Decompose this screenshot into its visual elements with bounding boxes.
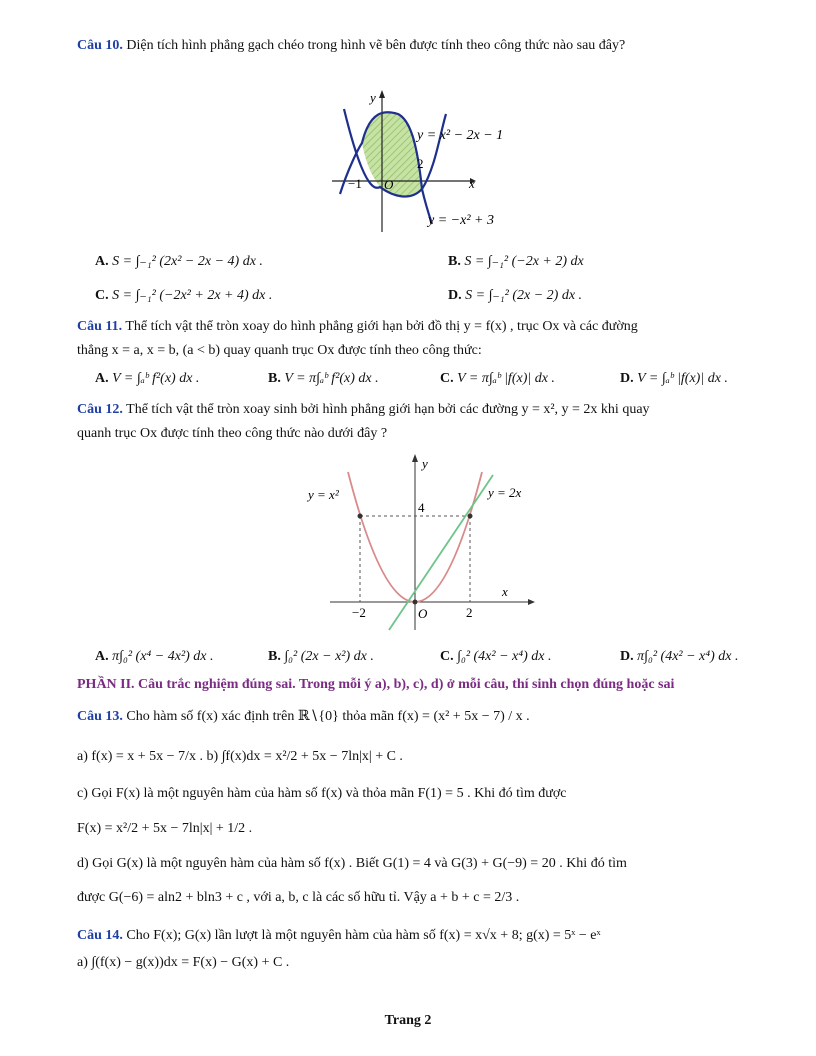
option-formula: π∫₀² (4x² − x⁴) dx . <box>637 649 739 664</box>
q13-label: Câu 13. <box>77 709 123 724</box>
option-letter: B. <box>268 371 281 386</box>
q11-text-line2: thẳng x = a, x = b, (a < b) quay quanh trục Ox được tính theo công thức: <box>77 343 482 358</box>
option-letter: D. <box>620 649 634 664</box>
page-number: Trang 2 <box>384 1013 432 1028</box>
q10-option-b[interactable] <box>448 253 584 271</box>
q12-option-b[interactable] <box>268 648 374 666</box>
q10-text: Diện tích hình phẳng gạch chéo trong hình vẽ bên được tính theo công thức nào sau đây? <box>126 38 626 53</box>
option-letter: C. <box>95 288 109 303</box>
option-formula: V = π∫ₐᵇ f²(x) dx . <box>284 371 379 386</box>
q14-statement-a: a) ∫(f(x) − g(x))dx = F(x) − G(x) + C . <box>77 955 290 970</box>
q10-option-c[interactable] <box>95 287 272 305</box>
option-letter: C. <box>440 371 454 386</box>
option-formula: π∫₀² (x⁴ − 4x²) dx . <box>112 649 214 664</box>
q12-option-d[interactable] <box>620 648 739 666</box>
option-formula: V = ∫ₐᵇ |f(x)| dx . <box>637 371 728 386</box>
q13-statement-d-line1: d) Gọi G(x) là một nguyên hàm của hàm số f(x) . Biết G(1) = 4 và G(3) + G(−9) = 20 . Khi đó tìm <box>77 856 627 871</box>
q10-origin: O <box>384 177 394 192</box>
option-letter: D. <box>448 288 462 303</box>
q10-tick-2: 2 <box>417 156 424 171</box>
q11-option-b[interactable] <box>268 370 379 388</box>
q10-option-d[interactable] <box>448 287 582 305</box>
q12-curve1-label: y = x² <box>308 487 339 502</box>
q12-tick-2: 2 <box>466 605 473 620</box>
q11-option-d[interactable] <box>620 370 728 388</box>
q12-option-a[interactable] <box>95 648 214 666</box>
option-formula: S = ∫₋₁² (2x² − 2x − 4) dx . <box>112 254 263 269</box>
q12-tick-neg2: −2 <box>352 605 366 620</box>
q13-intro <box>77 708 530 726</box>
q12-curve2-label: y = 2x <box>488 485 522 500</box>
q11-question-line1 <box>77 318 638 336</box>
option-letter: A. <box>95 254 109 269</box>
q12-text-line2: quanh trục Ox được tính theo công thức nào dưới đây ? <box>77 426 388 441</box>
option-letter: C. <box>440 649 454 664</box>
q10-curve2-label: y = −x² + 3 <box>428 213 494 228</box>
option-letter: D. <box>620 371 634 386</box>
q12-label: Câu 12. <box>77 402 123 417</box>
q12-graph <box>300 452 570 632</box>
option-formula: ∫₀² (4x² − x⁴) dx . <box>457 649 552 664</box>
q10-option-a[interactable] <box>95 253 263 271</box>
q10-y-axis-label: y <box>370 90 376 105</box>
q12-y-axis-label: y <box>422 456 428 471</box>
q10-tick-neg1: −1 <box>348 176 362 191</box>
option-letter: B. <box>448 254 461 269</box>
q12-curve-line <box>389 475 493 630</box>
q12-x-arrow <box>528 599 535 605</box>
option-formula: S = ∫₋₁² (−2x² + 2x + 4) dx . <box>112 288 273 303</box>
q12-point-origin <box>413 600 418 605</box>
q10-x-axis-label: x <box>469 176 475 191</box>
q11-option-c[interactable] <box>440 370 555 388</box>
q12-origin: O <box>418 606 428 621</box>
q14-intro-text: Cho F(x); G(x) lần lượt là một nguyên hàm của hàm số f(x) = x√x + 8; g(x) = 5ˣ − eˣ <box>126 928 601 943</box>
option-letter: A. <box>95 649 109 664</box>
q11-label: Câu 11. <box>77 319 123 334</box>
option-letter: B. <box>268 649 281 664</box>
option-letter: A. <box>95 371 109 386</box>
q11-text-line1: Thể tích vật thể tròn xoay do hình phẳng giới hạn bởi đồ thị y = f(x) , trục Ox và các đường <box>125 319 638 334</box>
q14-label: Câu 14. <box>77 928 123 943</box>
option-formula: ∫₀² (2x − x²) dx . <box>284 649 374 664</box>
q13-statements-ab: a) f(x) = x + 5x − 7/x . b) ∫f(x)dx = x²/2 + 5x − 7ln|x| + C . <box>77 749 403 764</box>
option-formula: V = ∫ₐᵇ f²(x) dx . <box>112 371 200 386</box>
q10-question <box>77 37 625 55</box>
q10-graph <box>320 84 530 234</box>
q14-intro <box>77 927 601 945</box>
q12-y-arrow <box>412 454 418 462</box>
q12-point-neg2-4 <box>358 514 363 519</box>
q13-intro-text: Cho hàm số f(x) xác định trên ℝ∖{0} thỏa mãn f(x) = (x² + 5x − 7) / x . <box>126 709 530 724</box>
q13-statement-d-line2: được G(−6) = aln2 + bln3 + c , với a, b, c là các số hữu tỉ. Vậy a + b + c = 2/3 . <box>77 890 520 905</box>
q10-curve1-label: y = x² − 2x − 1 <box>417 128 504 143</box>
q12-option-c[interactable] <box>440 648 552 666</box>
q12-tick-4: 4 <box>418 500 425 515</box>
q12-x-axis-label: x <box>502 584 508 599</box>
q10-label: Câu 10. <box>77 38 123 53</box>
part2-heading: PHẦN II. Câu trắc nghiệm đúng sai. Trong mỗi ý a), b), c), d) ở mỗi câu, thí sinh chọn đúng hoặc sai <box>77 677 675 692</box>
option-formula: V = π∫ₐᵇ |f(x)| dx . <box>457 371 555 386</box>
q12-question-line1 <box>77 401 650 419</box>
option-formula: S = ∫₋₁² (2x − 2) dx . <box>465 288 583 303</box>
q10-y-arrow <box>379 90 385 98</box>
q13-statement-c-line2: F(x) = x²/2 + 5x − 7ln|x| + 1/2 . <box>77 821 253 836</box>
option-formula: S = ∫₋₁² (−2x + 2) dx <box>464 254 584 269</box>
q12-text-line1: Thể tích vật thể tròn xoay sinh bởi hình phẳng giới hạn bởi các đường y = x², y = 2x khi quay <box>126 402 650 417</box>
q13-statement-c-line1: c) Gọi F(x) là một nguyên hàm của hàm số f(x) và thỏa mãn F(1) = 5 . Khi đó tìm được <box>77 786 567 801</box>
q12-point-2-4 <box>468 514 473 519</box>
q11-option-a[interactable] <box>95 370 199 388</box>
